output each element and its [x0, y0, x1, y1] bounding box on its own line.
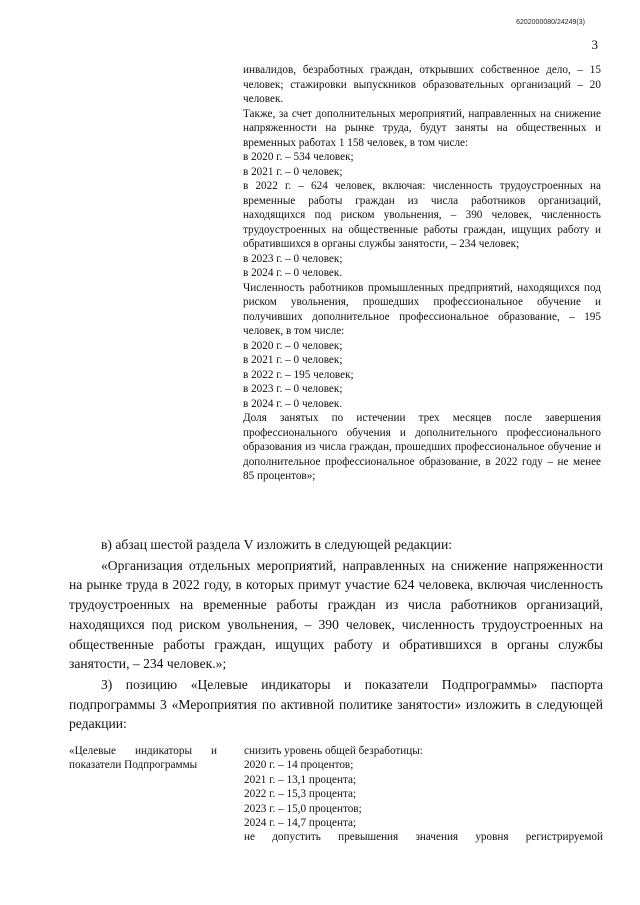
- main-body: [69, 535, 603, 734]
- indicator-line: 2023 г. – 15,0 процентов;: [244, 802, 362, 815]
- narrow-line: в 2022 г. – 195 человек;: [243, 368, 354, 381]
- narrow-line: в 2023 г. – 0 человек;: [243, 252, 343, 265]
- indicator-line: 2021 г. – 13,1 процента;: [244, 773, 357, 786]
- indicator-content: [244, 744, 603, 845]
- body-paragraph: 3) позицию «Целевые индикаторы и показатели Подпрограммы» паспорта подпрограммы 3 «Мероприятия по активной политике занятости» изложить в следующей редакции:: [69, 676, 603, 732]
- narrow-line: в 2024 г. – 0 человек.: [243, 397, 343, 410]
- indicator-line: 2020 г. – 14 процентов;: [244, 759, 354, 772]
- narrow-line: в 2021 г. – 0 человек;: [243, 165, 343, 178]
- narrow-line: в 2020 г. – 534 человек;: [243, 151, 354, 163]
- amendment-text-block: [243, 63, 601, 484]
- narrow-line: в 2024 г. – 0 человек.: [243, 267, 343, 279]
- indicator-line: снизить уровень общей безработицы:: [244, 745, 423, 757]
- indicator-label: «Целевые индикаторы и показатели Подпрограммы: [69, 745, 217, 772]
- indicator-line: не допустить превышения значения уровня регистрируемой: [244, 831, 603, 844]
- narrow-line: в 2021 г. – 0 человек;: [243, 354, 343, 366]
- narrow-line: в 2020 г. – 0 человек;: [243, 339, 343, 352]
- document-id: 6202000080/24249(3): [516, 19, 585, 26]
- narrow-paragraph: в 2022 г. – 624 человек, включая: численность трудоустроенных на временные работы граждан из числа работников организаций, находящихся под риском увольнения, – 390 человек, численность трудоустроенных на общественные работы граждан, ищущих работу и обратившихся в органы службы занятости, – 234 человек;: [243, 180, 601, 250]
- narrow-paragraph: инвалидов, безработных граждан, открывших собственное дело, – 15 человек; стажировки выпускников образовательных организаций – 20 человек.: [243, 64, 601, 105]
- body-paragraph: в) абзац шестой раздела V изложить в следующей редакции:: [101, 537, 452, 552]
- indicator-line: 2024 г. – 14,7 процента;: [244, 817, 357, 830]
- narrow-line: в 2023 г. – 0 человек;: [243, 383, 343, 395]
- narrow-paragraph: Численность работников промышленных предприятий, находящихся под риском увольнения, прошедших профессиональное обучение и получивших дополнительное профессиональное образование, – 195 человек, в том числе:: [243, 281, 601, 337]
- narrow-paragraph: Также, за счет дополнительных мероприятий, направленных на снижение напряженности на рынке труда, будут заняты на общественных и временных работах 1 158 человек, в том числе:: [243, 107, 601, 149]
- indicator-line: 2022 г. – 15,3 процента;: [244, 788, 357, 801]
- body-paragraph: «Организация отдельных мероприятий, направленных на снижение напряженности на рынке труда в 2022 году, в которых примут участие 624 человека, включая численность трудоустроенных на временные работы граждан из числа работников организаций, находящихся под риском увольнения, – 390 человек, численность трудоустроенных на общественные работы граждан, ищущих работу и обратившихся в органы службы занятости, – 234 человек.»;: [69, 557, 603, 672]
- narrow-paragraph: Доля занятых по истечении трех месяцев после завершения профессионального обучения и дополнительного профессионального образования из числа граждан, прошедших профессиональное обучение и дополнительное профессиональное образование, в 2022 году – не менее 85 процентов»;: [243, 412, 601, 482]
- page-number: 3: [591, 37, 598, 52]
